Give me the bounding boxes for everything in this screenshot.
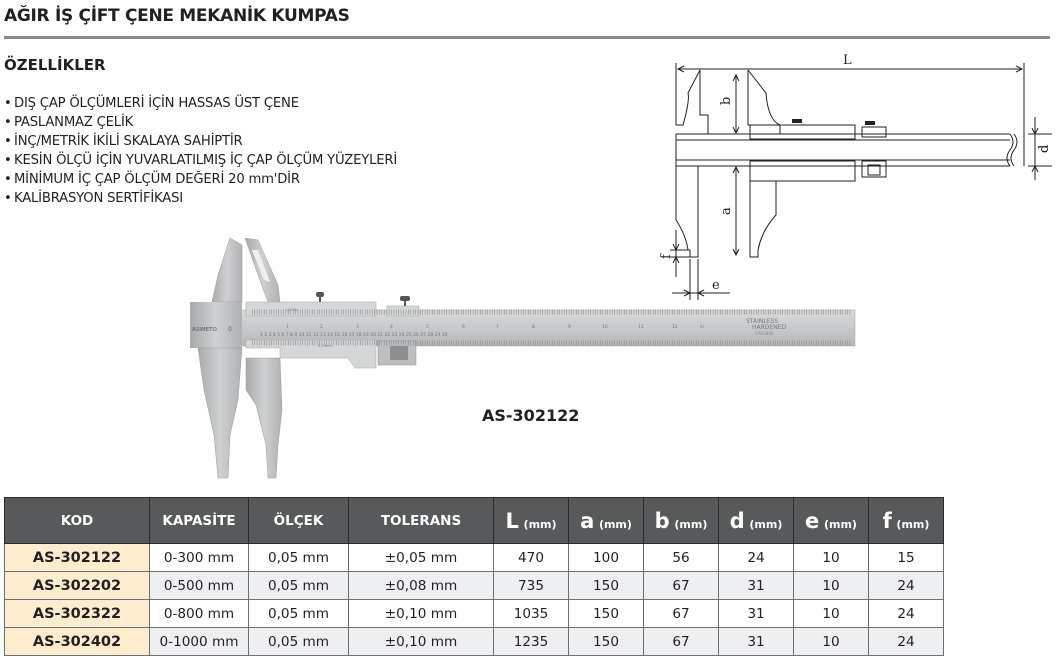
col-header-kod: KOD xyxy=(5,498,150,544)
svg-text:HARDENED: HARDENED xyxy=(752,324,787,331)
col-header-b: b (mm) xyxy=(644,498,719,544)
table-row: AS-302122 0-300 mm 0,05 mm ±0,05 mm 470 100 56 24 10 15 xyxy=(5,544,944,572)
dim-label-f: f xyxy=(659,254,674,259)
col-header-a: a (mm) xyxy=(569,498,644,544)
col-header-e: e (mm) xyxy=(794,498,869,544)
feature-item: • KESİN ÖLÇÜ İÇİN YUVARLATILMIŞ İÇ ÇAP ÖLÇÜM YÜZEYLERİ xyxy=(4,151,397,170)
table-header-row xyxy=(5,498,944,544)
svg-text:10: 10 xyxy=(602,325,608,330)
col-header-olcek: ÖLÇEK xyxy=(249,498,349,544)
table-row: AS-302202 0-500 mm 0,05 mm ±0,08 mm 735 150 67 31 10 24 xyxy=(5,572,944,600)
features-heading: ÖZELLİKLER xyxy=(4,56,106,74)
col-header-L: L (mm) xyxy=(494,498,569,544)
page-title: AĞIR İŞ ÇİFT ÇENE MEKANİK KUMPAS xyxy=(4,6,350,26)
svg-text:1/128in: 1/128in xyxy=(285,308,299,312)
bullet-icon: • xyxy=(4,172,12,188)
svg-text:CAC0906: CAC0906 xyxy=(755,331,774,336)
svg-text:12: 12 xyxy=(672,325,678,330)
brand-label: ASIMETO xyxy=(192,327,217,333)
bullet-icon: • xyxy=(4,115,12,131)
svg-text:6: 6 xyxy=(462,325,465,330)
col-header-kapasite: KAPASİTE xyxy=(150,498,249,544)
feature-item: • DIŞ ÇAP ÖLÇÜMLERİ İÇİN HASSAS ÜST ÇENE xyxy=(4,94,397,113)
bullet-icon: • xyxy=(4,134,12,150)
dimension-drawing xyxy=(640,45,1055,305)
svg-text:2: 2 xyxy=(320,325,323,330)
svg-text:0.05mm: 0.05mm xyxy=(318,344,333,348)
svg-text:7: 7 xyxy=(496,325,499,330)
col-header-d: d (mm) xyxy=(719,498,794,544)
feature-item: • KALİBRASYON SERTİFİKASI xyxy=(4,189,397,208)
svg-text:STAINLESS: STAINLESS xyxy=(746,318,779,325)
svg-text:4: 4 xyxy=(390,325,393,330)
dim-label-d: d xyxy=(1037,144,1052,153)
feature-item: • PASLANMAZ ÇELİK xyxy=(4,113,397,132)
feature-item: • MİNİMUM İÇ ÇAP ÖLÇÜM DEĞERİ 20 mm'DİR xyxy=(4,170,397,189)
dim-label-b: b xyxy=(719,96,734,105)
table-row: AS-302322 0-800 mm 0,05 mm ±0,10 mm 1035 150 67 31 10 24 xyxy=(5,600,944,628)
svg-text:in: in xyxy=(700,325,705,330)
svg-text:3: 3 xyxy=(356,325,359,330)
dim-label-a: a xyxy=(719,207,734,215)
bullet-icon: • xyxy=(4,153,12,169)
bullet-icon: • xyxy=(4,191,12,207)
bullet-icon: • xyxy=(4,96,12,111)
svg-text:1: 1 xyxy=(286,325,289,330)
col-header-tolerans: TOLERANS xyxy=(349,498,494,544)
model-label: AS-302122 xyxy=(482,406,580,425)
title-divider xyxy=(4,36,1050,39)
svg-text:9: 9 xyxy=(568,325,571,330)
spec-table xyxy=(4,497,944,656)
dim-label-e: e xyxy=(712,278,720,293)
svg-text:11: 11 xyxy=(638,325,644,330)
col-header-f: f (mm) xyxy=(869,498,944,544)
dim-label-L: L xyxy=(843,53,852,68)
svg-text:5: 5 xyxy=(426,325,429,330)
features-list xyxy=(4,94,397,209)
svg-text:0: 0 xyxy=(228,326,232,333)
svg-text:1 2 3 4 5 6 7 8 9 10 11 12 13: 1 2 3 4 5 6 7 8 9 10 11 12 13 14 15 16 17 18 19 20 21 22 23 24 25 26 27 28 29 30 xyxy=(260,333,448,338)
svg-text:8: 8 xyxy=(532,325,535,330)
feature-item: • İNÇ/METRİK İKİLİ SKALAYA SAHİPTİR xyxy=(4,132,397,151)
table-row: AS-302402 0-1000 mm 0,05 mm ±0,10 mm 1235 150 67 31 10 24 xyxy=(5,628,944,656)
